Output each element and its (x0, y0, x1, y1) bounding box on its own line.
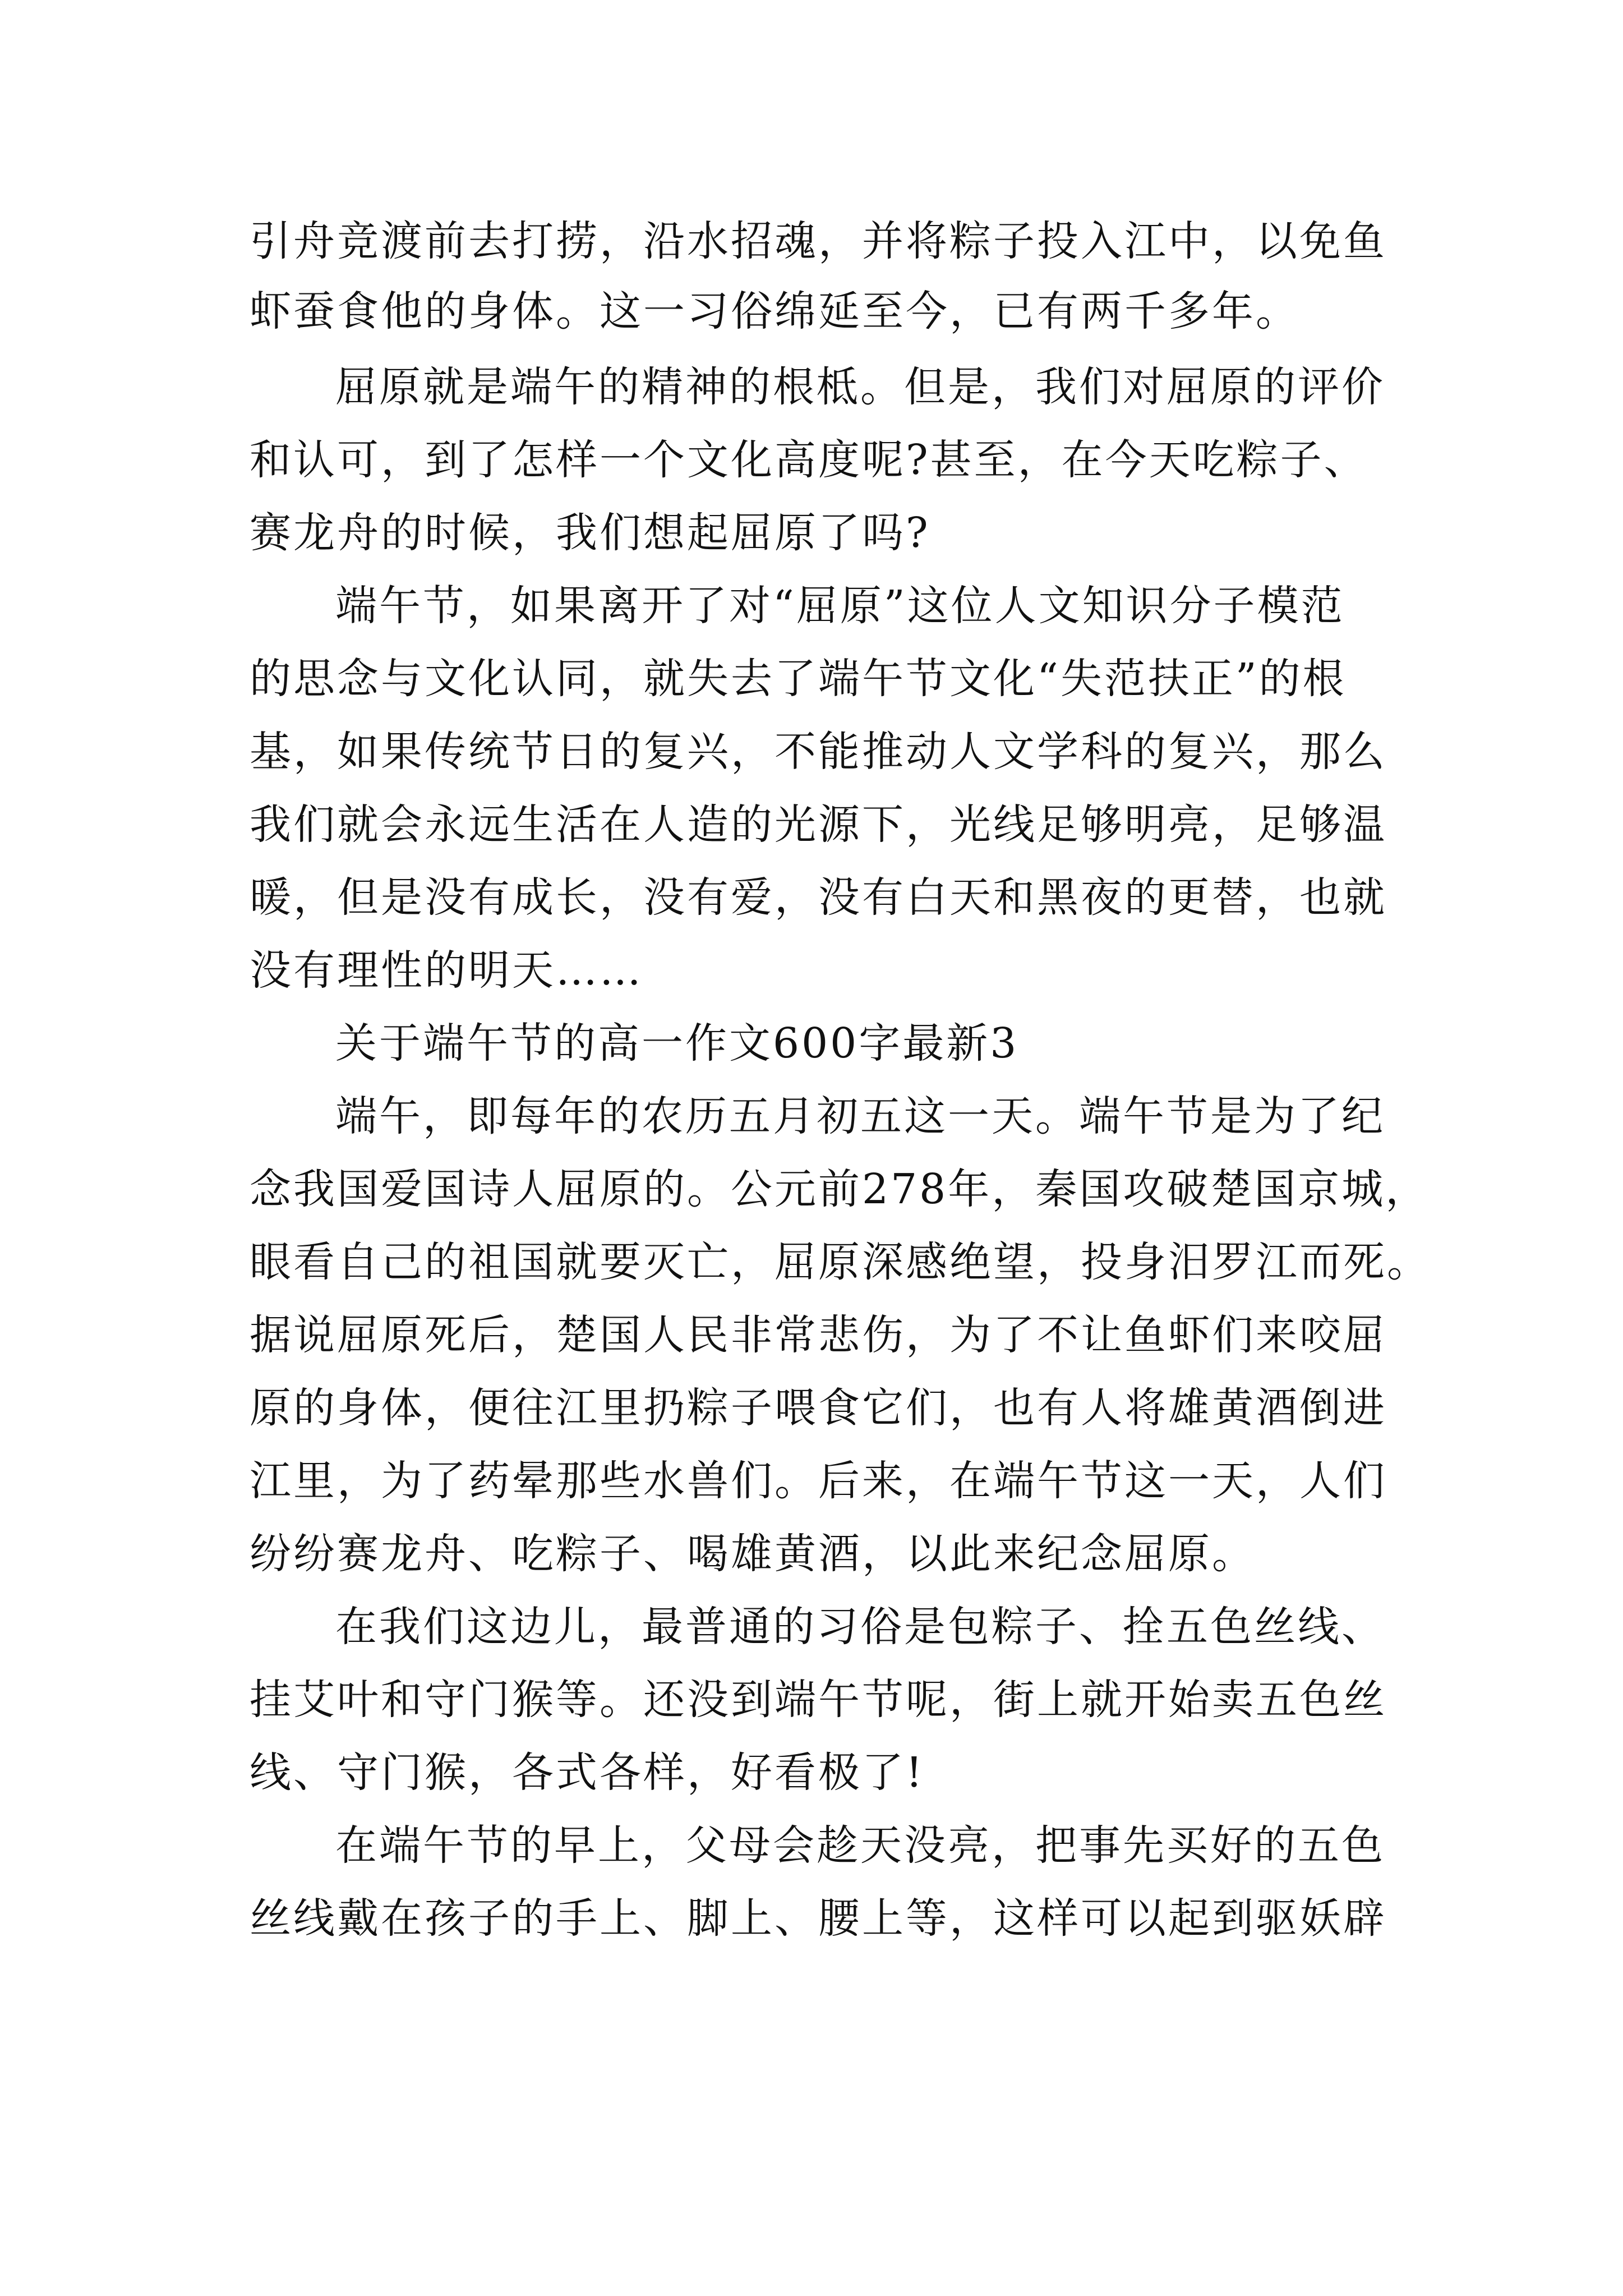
text-line: 端午，即每年的农历五月初五这一天。端午节是为了纪 (335, 1092, 1385, 1140)
text-line: 据说屈原死后，楚国人民非常悲伤，为了不让鱼虾们来咬屈 (250, 1311, 1387, 1359)
text-line: 虾蚕食他的身体。这一习俗绵延至今，已有两千多年。 (250, 287, 1299, 335)
text-line: 端午节，如果离开了对“屈原”这位人文知识分子模范 (335, 582, 1345, 630)
section-heading: 关于端午节的高一作文600字最新3 (335, 1019, 1019, 1068)
text-line: 念我国爱国诗人屈原的。公元前278年，秦国攻破楚国京城， (250, 1165, 1430, 1213)
text-line: 基，如果传统节日的复兴，不能推动人文学科的复兴，那么 (250, 728, 1387, 776)
text-line: 江里，为了药晕那些水兽们。后来，在端午节这一天，人们 (250, 1457, 1387, 1505)
text-line: 在端午节的早上，父母会趁天没亮，把事先买好的五色 (335, 1821, 1385, 1870)
text-line: 在我们这边儿，最普通的习俗是包粽子、拴五色丝线、 (335, 1603, 1385, 1651)
text-line: 我们就会永远生活在人造的光源下，光线足够明亮，足够温 (250, 800, 1387, 849)
text-line: 的思念与文化认同，就失去了端午节文化“失范扶正”的根 (250, 655, 1347, 703)
text-line: 线、守门猴，各式各样，好看极了! (250, 1749, 925, 1797)
text-line: 原的身体，便往江里扔粽子喂食它们，也有人将雄黄酒倒进 (250, 1384, 1387, 1432)
text-line: 赛龙舟的时候，我们想起屈原了吗? (250, 509, 930, 557)
text-line: 引舟竞渡前去打捞，沿水招魂，并将粽子投入江中，以免鱼 (250, 217, 1387, 265)
text-line: 和认可，到了怎样一个文化高度呢?甚至，在今天吃粽子、 (250, 436, 1368, 484)
text-line: 没有理性的明天…… (250, 946, 643, 995)
text-line: 纷纷赛龙舟、吃粽子、喝雄黄酒，以此来纪念屈原。 (250, 1530, 1256, 1578)
text-line: 丝线戴在孩子的手上、脚上、腰上等，这样可以起到驱妖辟 (250, 1894, 1387, 1943)
text-line: 眼看自己的祖国就要灭亡，屈原深感绝望，投身汨罗江而死。 (250, 1238, 1431, 1286)
text-line: 屈原就是端午的精神的根柢。但是，我们对屈原的评价 (335, 363, 1385, 411)
text-line: 挂艾叶和守门猴等。还没到端午节呢，街上就开始卖五色丝 (250, 1676, 1387, 1724)
text-line: 暖，但是没有成长，没有爱，没有白天和黑夜的更替，也就 (250, 873, 1387, 922)
